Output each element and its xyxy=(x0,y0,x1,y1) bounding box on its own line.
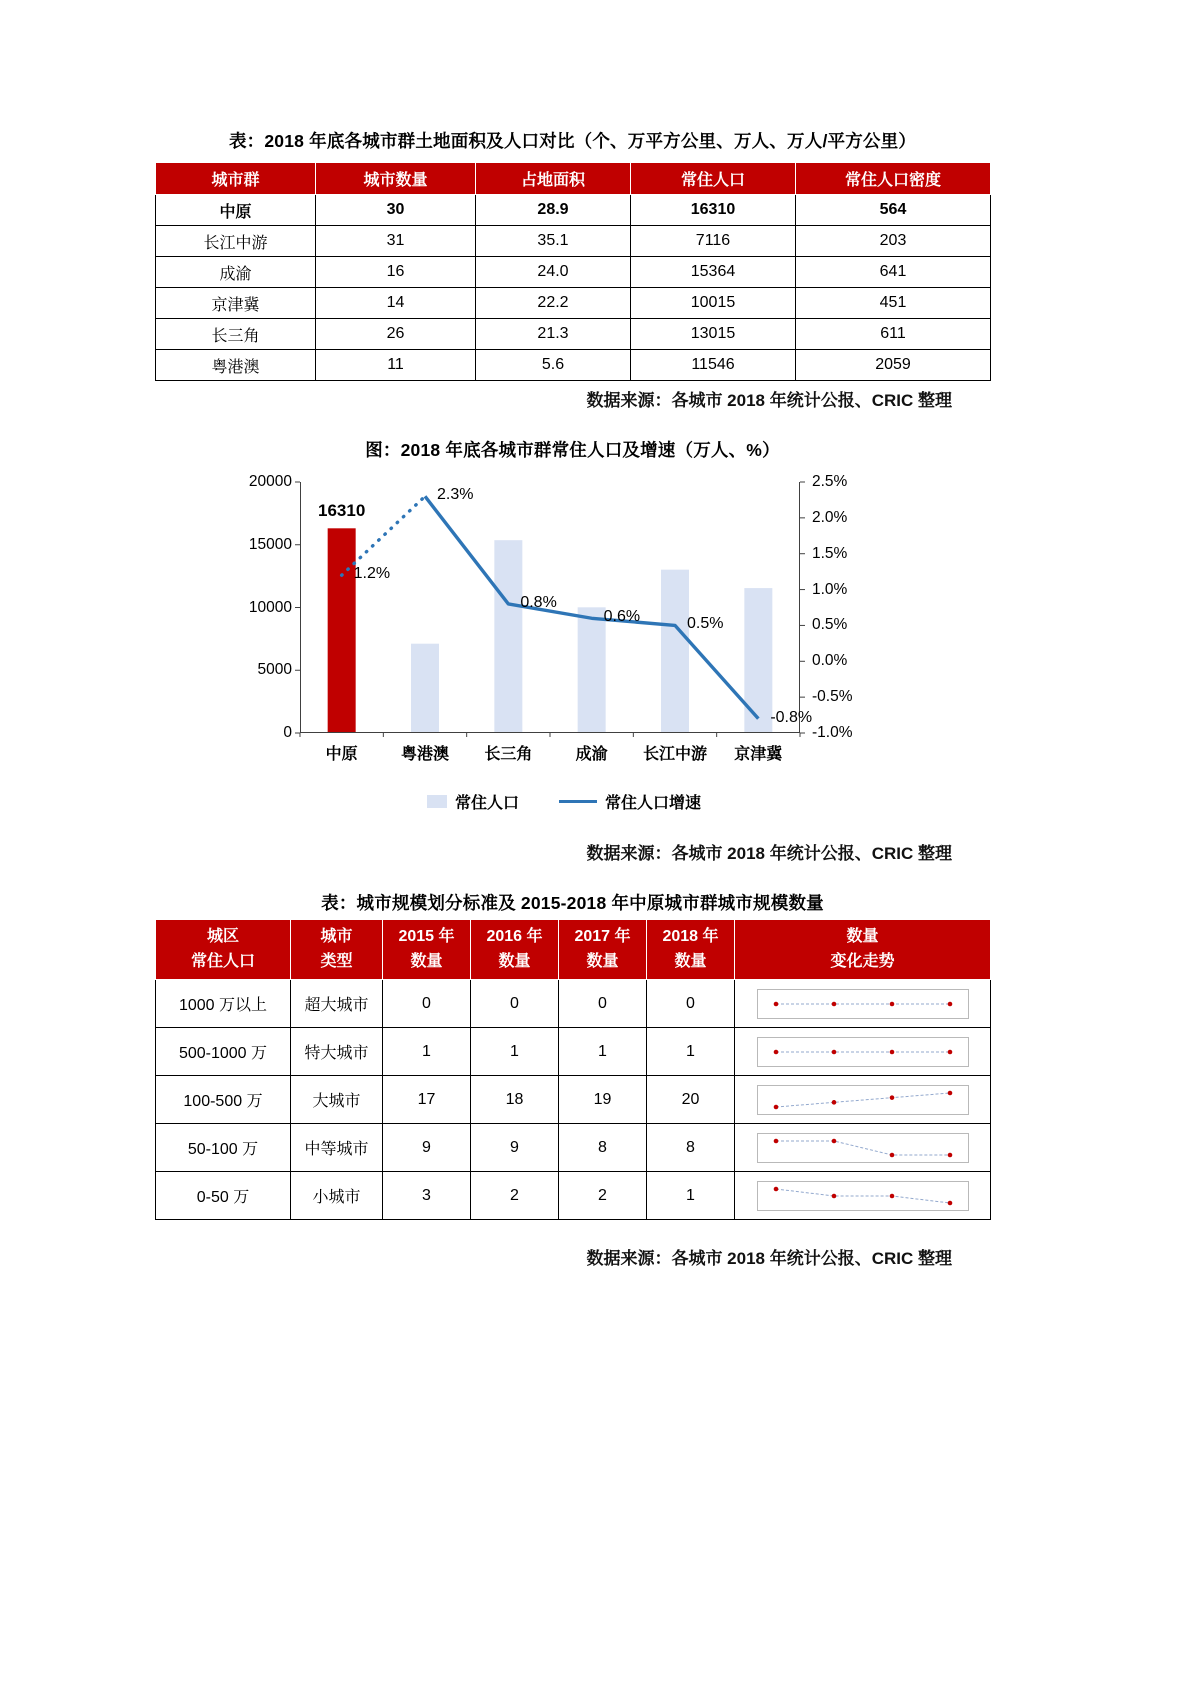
source-note-3: 数据来源：各城市 2018 年统计公报、CRIC 整理 xyxy=(586,1249,952,1268)
sparkline-dot xyxy=(947,1200,952,1205)
header-line: 变化走势 xyxy=(830,952,895,970)
header-line: 2018 年 xyxy=(662,927,719,945)
header-line: 数量 xyxy=(498,952,531,970)
x-axis-labels xyxy=(300,741,800,764)
sparkline-dot xyxy=(947,1049,952,1054)
table-cell-count: 0 xyxy=(559,980,647,1028)
table-cell: 中原 xyxy=(156,195,316,226)
header-line: 数量 xyxy=(410,952,443,970)
axis-tick-label: 5000 xyxy=(257,661,292,679)
table-cell-count: 0 xyxy=(471,980,559,1028)
table-cell-population-range: 1000 万以上 xyxy=(156,980,291,1028)
sparkline-dot xyxy=(947,1152,952,1157)
table-cell-count: 1 xyxy=(647,1028,735,1076)
table-header-cell xyxy=(471,920,559,980)
chart-legend xyxy=(244,790,884,813)
table-cell-city-type: 大城市 xyxy=(291,1076,383,1124)
table2-head xyxy=(156,920,991,980)
table-cell-city-type: 小城市 xyxy=(291,1172,383,1220)
sparkline xyxy=(757,1181,969,1211)
table-row xyxy=(156,1172,991,1220)
table-row xyxy=(156,288,991,319)
table-cell-count: 0 xyxy=(647,980,735,1028)
table-row xyxy=(156,319,991,350)
land-population-table xyxy=(155,162,991,381)
table-cell-count: 8 xyxy=(559,1124,647,1172)
axis-tick-label: 2.5% xyxy=(812,473,848,490)
table-cell: 14 xyxy=(316,288,476,319)
axis-tick-label: 0.0% xyxy=(812,652,848,670)
table-cell: 13015 xyxy=(631,319,796,350)
sparkline-dot xyxy=(831,1100,836,1105)
table-cell: 成渝 xyxy=(156,257,316,288)
legend-bar-swatch xyxy=(427,795,447,808)
sparkline-line xyxy=(776,1141,950,1155)
table-cell-count: 1 xyxy=(383,1028,471,1076)
header-line: 2015 年 xyxy=(398,927,455,945)
table-cell: 22.2 xyxy=(476,288,631,319)
header-line: 2016 年 xyxy=(486,927,543,945)
chart-title: 图：2018 年底各城市群常住人口及增速（万人、%） xyxy=(365,440,780,460)
table2-body xyxy=(156,980,991,1220)
table-cell-city-type: 超大城市 xyxy=(291,980,383,1028)
source-note-2: 数据来源：各城市 2018 年统计公报、CRIC 整理 xyxy=(586,844,952,863)
legend-label: 常住人口 xyxy=(454,795,519,812)
growth-point-label: 2.3% xyxy=(437,486,474,504)
table-cell: 16 xyxy=(316,257,476,288)
x-axis-label: 粤港澳 xyxy=(400,746,449,763)
x-axis-label: 中原 xyxy=(325,746,358,763)
table-header-cell: 常住人口 xyxy=(631,163,796,195)
table-cell-population-range: 100-500 万 xyxy=(156,1076,291,1124)
sparkline-dot xyxy=(831,1138,836,1143)
sparkline-canvas xyxy=(758,1038,968,1066)
table-cell-count: 18 xyxy=(471,1076,559,1124)
y-axis-left xyxy=(244,473,300,741)
sparkline-dot xyxy=(773,1138,778,1143)
table-cell-city-type: 特大城市 xyxy=(291,1028,383,1076)
sparkline-canvas xyxy=(758,1182,968,1210)
table2-title: 表：城市规模划分标准及 2015-2018 年中原城市群城市规模数量 xyxy=(321,893,824,913)
table-cell-city-type: 中等城市 xyxy=(291,1124,383,1172)
sparkline-dot xyxy=(773,1001,778,1006)
header-line: 常住人口 xyxy=(190,952,255,970)
table-row xyxy=(156,1028,991,1076)
axis-tick-label: 1.5% xyxy=(812,544,848,562)
sparkline-dot xyxy=(773,1104,778,1109)
table-header-cell xyxy=(291,920,383,980)
table-row xyxy=(156,257,991,288)
table1-title: 表：2018 年底各城市群土地面积及人口对比（个、万平方公里、万人、万人/平方公里） xyxy=(228,131,917,151)
table-cell: 粤港澳 xyxy=(156,350,316,381)
sparkline xyxy=(757,1037,969,1067)
population-bar xyxy=(744,588,772,733)
table-cell: 641 xyxy=(796,257,991,288)
table-cell: 11 xyxy=(316,350,476,381)
table-row xyxy=(156,1076,991,1124)
table-cell: 21.3 xyxy=(476,319,631,350)
table-cell-count: 3 xyxy=(383,1172,471,1220)
table-cell: 31 xyxy=(316,226,476,257)
city-scale-table xyxy=(155,919,991,1220)
population-bar xyxy=(328,528,356,733)
header-line: 城区 xyxy=(206,927,239,945)
table-cell-population-range: 500-1000 万 xyxy=(156,1028,291,1076)
axis-tick-label: 10000 xyxy=(248,598,292,616)
population-bar xyxy=(411,644,439,733)
header-line: 类型 xyxy=(320,952,353,970)
table-cell-population-range: 0-50 万 xyxy=(156,1172,291,1220)
table-header-cell xyxy=(647,920,735,980)
table-cell-count: 9 xyxy=(471,1124,559,1172)
table-header-row xyxy=(156,163,991,195)
growth-point-label: 0.8% xyxy=(520,593,557,611)
axis-tick-label: 20000 xyxy=(248,473,292,490)
header-line: 数量 xyxy=(846,927,879,945)
table-header-row xyxy=(156,920,991,980)
header-line: 2017 年 xyxy=(574,927,631,945)
sparkline-line xyxy=(776,1093,950,1107)
legend-item-population xyxy=(427,790,519,813)
sparkline-dot xyxy=(831,1049,836,1054)
table-row xyxy=(156,1124,991,1172)
x-axis-label: 长江中游 xyxy=(642,746,707,763)
axis-tick-label: 1.0% xyxy=(812,580,848,598)
table-cell: 5.6 xyxy=(476,350,631,381)
table-cell: 16310 xyxy=(631,195,796,226)
x-axis-label: 成渝 xyxy=(575,746,608,763)
table-cell-trend xyxy=(735,980,991,1028)
table-cell: 15364 xyxy=(631,257,796,288)
sparkline xyxy=(757,989,969,1019)
sparkline-dot xyxy=(831,1001,836,1006)
source-note-1: 数据来源：各城市 2018 年统计公报、CRIC 整理 xyxy=(586,391,952,410)
table-cell-population-range: 50-100 万 xyxy=(156,1124,291,1172)
table-cell: 长三角 xyxy=(156,319,316,350)
report-page xyxy=(155,0,990,1269)
sparkline-dot xyxy=(889,1001,894,1006)
table-cell-count: 8 xyxy=(647,1124,735,1172)
table-row xyxy=(156,195,991,226)
growth-point-label: 0.5% xyxy=(687,615,724,633)
axis-tick-label: 2.0% xyxy=(812,508,848,526)
table-cell: 35.1 xyxy=(476,226,631,257)
sparkline-dot xyxy=(889,1095,894,1100)
table-cell: 26 xyxy=(316,319,476,350)
table-cell: 28.9 xyxy=(476,195,631,226)
sparkline-dot xyxy=(889,1152,894,1157)
table-cell: 24.0 xyxy=(476,257,631,288)
header-line: 城市 xyxy=(320,927,353,945)
table-cell-trend xyxy=(735,1076,991,1124)
table-cell: 203 xyxy=(796,226,991,257)
table-header-cell xyxy=(559,920,647,980)
sparkline-dot xyxy=(773,1186,778,1191)
sparkline-dot xyxy=(889,1049,894,1054)
table-row xyxy=(156,350,991,381)
table-header-cell xyxy=(383,920,471,980)
x-axis-label: 长三角 xyxy=(484,746,533,763)
sparkline-canvas xyxy=(758,1134,968,1162)
table-cell: 2059 xyxy=(796,350,991,381)
table-cell-count: 17 xyxy=(383,1076,471,1124)
sparkline-dot xyxy=(831,1193,836,1198)
sparkline xyxy=(757,1085,969,1115)
table1-body xyxy=(156,195,991,381)
axis-tick-label: 0 xyxy=(283,724,292,741)
axis-tick-label: 15000 xyxy=(248,535,292,553)
sparkline-dot xyxy=(773,1049,778,1054)
axis-tick-label: 0.5% xyxy=(812,616,848,634)
sparkline-canvas xyxy=(758,1086,968,1114)
table-cell: 11546 xyxy=(631,350,796,381)
sparkline-dot xyxy=(947,1001,952,1006)
table-cell-trend xyxy=(735,1028,991,1076)
population-bar xyxy=(661,570,689,733)
table-header-cell: 城市群 xyxy=(156,163,316,195)
table-cell: 564 xyxy=(796,195,991,226)
population-bar xyxy=(494,540,522,733)
table-cell-count: 1 xyxy=(647,1172,735,1220)
legend-item-growth xyxy=(559,790,701,813)
table-row xyxy=(156,980,991,1028)
population-growth-chart xyxy=(244,473,884,772)
table-header-cell: 占地面积 xyxy=(476,163,631,195)
table-cell: 10015 xyxy=(631,288,796,319)
bar-value-label: 16310 xyxy=(318,501,366,521)
axis-tick-label: -0.5% xyxy=(812,688,853,706)
growth-point-label: 0.6% xyxy=(603,608,641,626)
table-cell: 长江中游 xyxy=(156,226,316,257)
table-cell: 451 xyxy=(796,288,991,319)
table-cell-count: 0 xyxy=(383,980,471,1028)
table-header-cell xyxy=(156,920,291,980)
table-cell: 30 xyxy=(316,195,476,226)
table-cell-count: 20 xyxy=(647,1076,735,1124)
table-cell-trend xyxy=(735,1172,991,1220)
population-bar xyxy=(578,607,606,733)
table-cell: 7116 xyxy=(631,226,796,257)
sparkline xyxy=(757,1133,969,1163)
table-header-cell: 常住人口密度 xyxy=(796,163,991,195)
sparkline-canvas xyxy=(758,990,968,1018)
y-axis-right xyxy=(800,473,884,741)
sparkline-dot xyxy=(889,1193,894,1198)
header-line: 数量 xyxy=(674,952,707,970)
sparkline-line xyxy=(776,1189,950,1203)
growth-point-label: -0.8% xyxy=(770,708,813,726)
table1-head xyxy=(156,163,991,195)
header-line: 数量 xyxy=(586,952,619,970)
table-cell-count: 2 xyxy=(471,1172,559,1220)
sparkline-dot xyxy=(947,1090,952,1095)
table-cell-count: 1 xyxy=(471,1028,559,1076)
table-header-cell: 城市数量 xyxy=(316,163,476,195)
legend-label: 常住人口增速 xyxy=(605,795,702,812)
table-cell-count: 19 xyxy=(559,1076,647,1124)
table-cell: 611 xyxy=(796,319,991,350)
table-row xyxy=(156,226,991,257)
axis-tick-label: -1.0% xyxy=(812,724,853,741)
legend-line-swatch xyxy=(559,800,597,803)
growth-point-label: 1.2% xyxy=(353,565,391,583)
x-axis-label: 京津冀 xyxy=(734,746,783,763)
table-cell: 京津冀 xyxy=(156,288,316,319)
table-header-cell xyxy=(735,920,991,980)
table-cell-count: 9 xyxy=(383,1124,471,1172)
table-cell-count: 1 xyxy=(559,1028,647,1076)
table-cell-trend xyxy=(735,1124,991,1172)
plot-area xyxy=(300,482,813,733)
table-cell-count: 2 xyxy=(559,1172,647,1220)
